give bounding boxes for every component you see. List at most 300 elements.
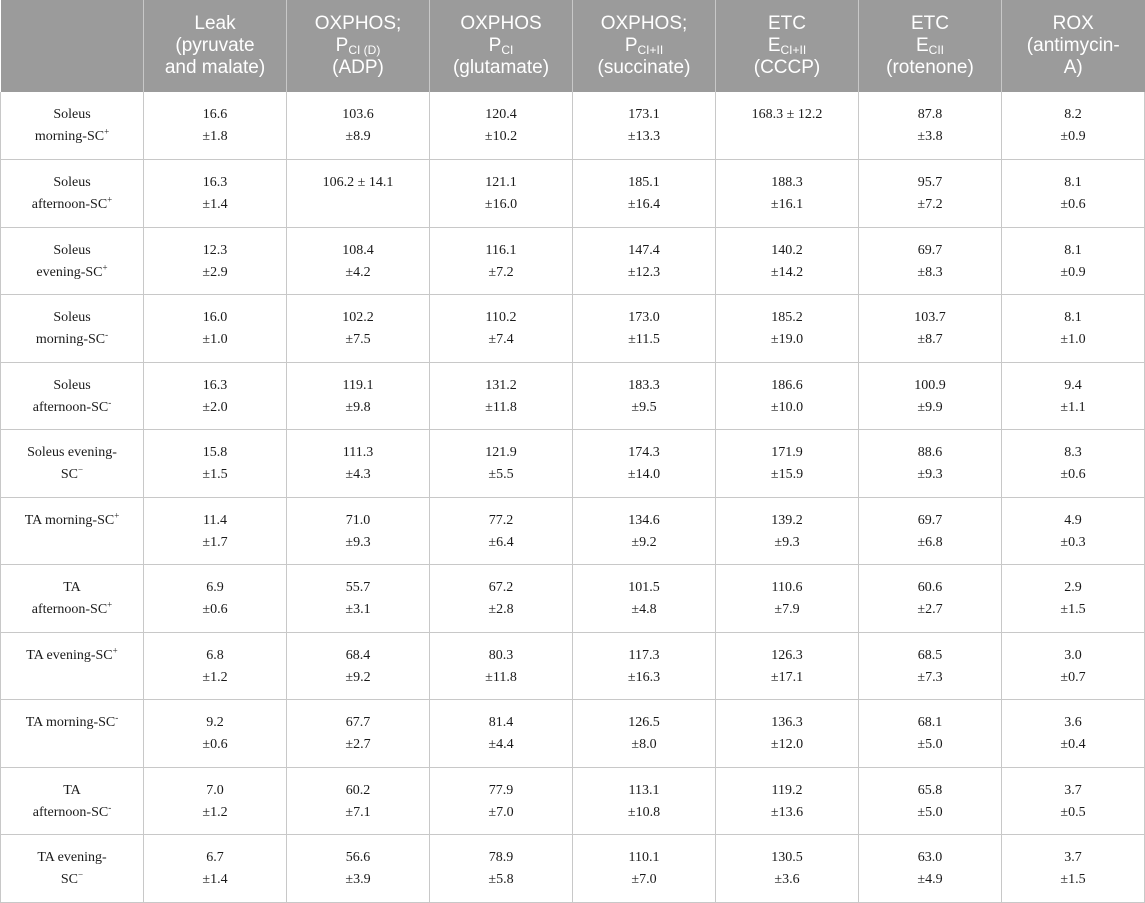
cell-value: 87.8 bbox=[917, 107, 943, 122]
cell-value: 121.9 bbox=[485, 445, 517, 460]
row-label-line bbox=[5, 194, 139, 216]
table-cell bbox=[573, 632, 716, 700]
cell-error: ±1.1 bbox=[1060, 399, 1086, 415]
table-cell bbox=[287, 700, 430, 768]
column-header bbox=[144, 0, 287, 92]
column-header bbox=[287, 0, 430, 92]
column-header-text: OXPHOS; bbox=[600, 13, 688, 34]
cell-value: 186.6 bbox=[771, 377, 803, 393]
row-label-line bbox=[5, 847, 139, 869]
cell-value: 4.9 bbox=[1064, 512, 1082, 528]
table-row bbox=[1, 565, 1145, 633]
cell-value: 103.6 bbox=[342, 107, 374, 122]
table-cell bbox=[716, 430, 859, 498]
cell-error: ±6.4 bbox=[488, 534, 514, 550]
column-header-text: (CCCP) bbox=[753, 57, 821, 78]
table-cell bbox=[430, 565, 573, 633]
column-header-line bbox=[720, 13, 854, 35]
column-header-text: P bbox=[488, 35, 502, 56]
column-header-line bbox=[1006, 57, 1141, 79]
table-cell bbox=[287, 430, 430, 498]
cell-error: ±5.0 bbox=[917, 737, 943, 752]
cell-error: ±7.1 bbox=[345, 804, 371, 820]
row-label-line bbox=[5, 645, 139, 667]
row-label bbox=[1, 700, 144, 768]
table-cell bbox=[859, 92, 1002, 160]
cell-error: ±1.5 bbox=[1060, 602, 1086, 617]
cell-error: ±9.2 bbox=[631, 534, 657, 550]
row-label bbox=[1, 227, 144, 295]
row-label-line bbox=[5, 240, 139, 262]
table-row bbox=[1, 497, 1145, 565]
row-label-text: afternoon-SC bbox=[31, 602, 108, 617]
cell-error: ±7.0 bbox=[488, 804, 514, 820]
cell-error: ±12.3 bbox=[627, 264, 661, 280]
column-header-line bbox=[434, 13, 568, 35]
table-cell bbox=[287, 767, 430, 835]
row-label-superscript: + bbox=[102, 261, 108, 272]
row-label-superscript: + bbox=[114, 509, 120, 520]
cell-error: ±11.8 bbox=[485, 669, 517, 685]
column-header-text: E bbox=[767, 35, 781, 56]
cell-error: ±0.3 bbox=[1060, 534, 1086, 550]
cell-error: ±13.6 bbox=[770, 804, 804, 820]
row-label bbox=[1, 497, 144, 565]
cell-error: ±2.7 bbox=[345, 737, 371, 752]
row-label-superscript: + bbox=[104, 126, 110, 137]
column-header-line bbox=[291, 57, 425, 79]
cell-error: ±6.8 bbox=[917, 534, 943, 550]
cell-error: ±0.4 bbox=[1060, 737, 1086, 752]
table-row bbox=[1, 362, 1145, 430]
table-cell bbox=[716, 227, 859, 295]
cell-value: 6.8 bbox=[206, 647, 224, 663]
row-label bbox=[1, 92, 144, 160]
table-cell bbox=[144, 835, 287, 903]
cell-error: ±1.2 bbox=[202, 804, 228, 820]
column-header-text: Leak bbox=[194, 13, 236, 34]
table-row bbox=[1, 700, 1145, 768]
table-body bbox=[1, 92, 1145, 902]
row-label-text: TA evening- bbox=[37, 850, 107, 865]
table-cell bbox=[144, 767, 287, 835]
cell-error: ±7.5 bbox=[345, 332, 371, 347]
cell-value: 111.3 bbox=[342, 445, 374, 460]
table-cell bbox=[287, 295, 430, 363]
cell-value: 8.3 bbox=[1064, 445, 1082, 460]
table-cell bbox=[1002, 632, 1145, 700]
table-cell bbox=[287, 497, 430, 565]
column-header-line bbox=[720, 35, 854, 57]
table-cell bbox=[573, 92, 716, 160]
row-label-line bbox=[5, 464, 139, 486]
cell-value: 69.7 bbox=[917, 242, 943, 258]
table-cell bbox=[859, 362, 1002, 430]
table-cell bbox=[144, 700, 287, 768]
corner-cell bbox=[1, 0, 144, 92]
cell-error: ±1.4 bbox=[202, 872, 228, 887]
cell-value: 188.3 bbox=[771, 175, 803, 190]
row-label-line bbox=[5, 869, 139, 891]
cell-error: ±5.8 bbox=[488, 872, 514, 887]
cell-error: ±9.3 bbox=[345, 534, 371, 550]
header-row bbox=[1, 0, 1145, 92]
table-cell bbox=[430, 767, 573, 835]
cell-value: 8.1 bbox=[1064, 242, 1082, 258]
column-header-text: P bbox=[335, 35, 349, 56]
cell-error: ±2.0 bbox=[202, 399, 228, 415]
cell-error: ±7.4 bbox=[488, 332, 514, 347]
cell-error: ±8.3 bbox=[917, 264, 943, 280]
cell-value: 121.1 bbox=[485, 175, 517, 190]
table-cell bbox=[1002, 700, 1145, 768]
cell-value: 116.1 bbox=[485, 242, 517, 258]
table-row bbox=[1, 295, 1145, 363]
row-label-line bbox=[5, 712, 139, 734]
column-header-subscript: CI+II bbox=[637, 43, 664, 57]
cell-value: 80.3 bbox=[488, 647, 514, 663]
cell-value: 147.4 bbox=[628, 242, 660, 258]
row-label-text: TA bbox=[63, 782, 81, 798]
cell-value: 110.2 bbox=[485, 310, 517, 325]
row-label-line bbox=[5, 307, 139, 329]
cell-value: 113.1 bbox=[628, 782, 660, 798]
row-label bbox=[1, 835, 144, 903]
row-label-text: TA evening-SC bbox=[26, 647, 113, 663]
table-header bbox=[1, 0, 1145, 92]
cell-value: 108.4 bbox=[342, 242, 374, 258]
cell-value: 16.3 bbox=[202, 377, 228, 393]
column-header-text: E bbox=[915, 35, 929, 56]
cell-error: ±9.2 bbox=[345, 669, 371, 685]
table-cell bbox=[1002, 227, 1145, 295]
table-cell bbox=[430, 632, 573, 700]
column-header-subscript: CI+II bbox=[780, 43, 807, 57]
cell-value: 3.6 bbox=[1064, 715, 1082, 730]
column-header bbox=[1002, 0, 1145, 92]
column-header-text: (antimycin- bbox=[1026, 35, 1120, 56]
table-cell bbox=[859, 497, 1002, 565]
table-cell bbox=[859, 632, 1002, 700]
cell-error: ±1.0 bbox=[1060, 332, 1086, 347]
column-header-text: and malate) bbox=[164, 57, 266, 78]
column-header-line bbox=[148, 57, 282, 79]
table-cell bbox=[287, 835, 430, 903]
column-header-line bbox=[863, 35, 997, 57]
column-header bbox=[430, 0, 573, 92]
table-cell bbox=[573, 835, 716, 903]
cell-value: 16.0 bbox=[202, 310, 228, 325]
cell-error: ±1.5 bbox=[202, 467, 228, 482]
cell-value: 68.1 bbox=[917, 715, 943, 730]
table-cell bbox=[716, 92, 859, 160]
row-label-text: TA morning-SC bbox=[24, 512, 115, 528]
cell-value: 131.2 bbox=[485, 377, 517, 393]
cell-value: 185.2 bbox=[771, 310, 803, 325]
column-header-line bbox=[148, 35, 282, 57]
table-cell bbox=[859, 227, 1002, 295]
column-header-line bbox=[434, 57, 568, 79]
cell-value: 15.8 bbox=[202, 445, 228, 460]
cell-error: ±13.3 bbox=[627, 129, 661, 144]
column-header-line bbox=[1006, 35, 1141, 57]
cell-value: 65.8 bbox=[917, 782, 943, 798]
row-label-text: afternoon-SC bbox=[32, 804, 109, 820]
column-header bbox=[859, 0, 1002, 92]
cell-error: ±7.2 bbox=[917, 197, 943, 212]
cell-error: ±9.5 bbox=[631, 399, 657, 415]
table-cell bbox=[859, 430, 1002, 498]
row-label bbox=[1, 160, 144, 228]
cell-error: ±1.5 bbox=[1060, 872, 1086, 887]
row-label-text: afternoon-SC bbox=[32, 399, 109, 415]
column-header-line bbox=[577, 57, 711, 79]
table-cell bbox=[573, 227, 716, 295]
cell-value: 103.7 bbox=[914, 310, 946, 325]
cell-error: ±10.0 bbox=[770, 399, 804, 415]
cell-value: 56.6 bbox=[345, 850, 371, 865]
row-label-line bbox=[5, 397, 139, 419]
cell-value: 173.0 bbox=[628, 310, 660, 325]
cell-value: 185.1 bbox=[628, 175, 660, 190]
cell-error: ±5.5 bbox=[488, 467, 514, 482]
table-cell bbox=[430, 700, 573, 768]
table-cell bbox=[573, 700, 716, 768]
table-cell bbox=[716, 362, 859, 430]
table-row bbox=[1, 160, 1145, 228]
cell-value: 67.7 bbox=[345, 715, 371, 730]
cell-value: 60.2 bbox=[345, 782, 371, 798]
cell-error: ±12.0 bbox=[770, 737, 804, 752]
row-label-superscript: − bbox=[78, 869, 84, 880]
table-cell bbox=[430, 227, 573, 295]
table-cell bbox=[430, 92, 573, 160]
cell-value: 136.3 bbox=[771, 715, 803, 730]
table-row bbox=[1, 767, 1145, 835]
cell-value: 88.6 bbox=[917, 445, 943, 460]
table-cell bbox=[1002, 767, 1145, 835]
table-cell bbox=[144, 565, 287, 633]
column-header bbox=[716, 0, 859, 92]
cell-error: ±8.0 bbox=[631, 737, 657, 752]
table-cell bbox=[1002, 295, 1145, 363]
cell-error: ±10.8 bbox=[627, 804, 661, 820]
row-label-superscript: − bbox=[78, 464, 84, 475]
cell-value: 95.7 bbox=[917, 175, 943, 190]
column-header-line bbox=[577, 35, 711, 57]
row-label-text: SC bbox=[60, 467, 79, 482]
cell-error: ±4.4 bbox=[488, 737, 514, 752]
cell-error: ±2.8 bbox=[488, 602, 514, 617]
column-header-line bbox=[434, 35, 568, 57]
column-header-text: ETC bbox=[768, 13, 806, 34]
row-label bbox=[1, 632, 144, 700]
table-cell bbox=[287, 565, 430, 633]
cell-value: 11.4 bbox=[203, 512, 227, 528]
cell-error: ±16.3 bbox=[627, 669, 661, 685]
cell-error: ±0.9 bbox=[1060, 129, 1086, 144]
cell-value: 171.9 bbox=[771, 445, 803, 460]
column-header-line bbox=[1006, 13, 1141, 35]
table-cell bbox=[287, 160, 430, 228]
row-label-text: evening-SC bbox=[36, 264, 103, 280]
table-cell bbox=[430, 295, 573, 363]
cell-error: ±4.9 bbox=[917, 872, 943, 887]
column-header-text: (glutamate) bbox=[452, 57, 550, 78]
table-cell bbox=[430, 430, 573, 498]
cell-value: 69.7 bbox=[917, 512, 943, 528]
cell-error: ±2.7 bbox=[917, 602, 943, 617]
column-header-text: ETC bbox=[911, 13, 949, 34]
column-header-text: (succinate) bbox=[597, 57, 691, 78]
cell-value: 67.2 bbox=[488, 580, 514, 595]
column-header-line bbox=[577, 13, 711, 35]
row-label-line bbox=[5, 599, 139, 621]
cell-value: 3.7 bbox=[1064, 782, 1082, 798]
table-cell bbox=[430, 160, 573, 228]
row-label-superscript: + bbox=[112, 644, 118, 655]
cell-error: ±14.2 bbox=[770, 264, 804, 280]
table-cell bbox=[287, 227, 430, 295]
cell-error: ±10.2 bbox=[484, 129, 518, 144]
table-cell bbox=[144, 632, 287, 700]
cell-error: ±7.2 bbox=[488, 264, 514, 280]
table-row bbox=[1, 430, 1145, 498]
cell-value: 3.0 bbox=[1064, 647, 1082, 663]
table-cell bbox=[859, 565, 1002, 633]
row-label-line bbox=[5, 780, 139, 802]
cell-value: 2.9 bbox=[1064, 580, 1082, 595]
column-header-text: (rotenone) bbox=[886, 57, 974, 78]
column-header-line bbox=[291, 35, 425, 57]
table-cell bbox=[573, 430, 716, 498]
cell-error: ±9.3 bbox=[774, 534, 800, 550]
cell-value: 71.0 bbox=[345, 512, 371, 528]
column-header-line bbox=[863, 57, 997, 79]
cell-error: ±11.8 bbox=[485, 399, 517, 415]
cell-error: ±16.0 bbox=[484, 197, 518, 212]
table-row bbox=[1, 92, 1145, 160]
row-label-text: morning-SC bbox=[35, 332, 106, 347]
row-label-text: morning-SC bbox=[34, 129, 105, 144]
row-label-text: Soleus bbox=[53, 107, 91, 122]
cell-value: 63.0 bbox=[917, 850, 943, 865]
cell-value: 77.2 bbox=[488, 512, 514, 528]
table-row bbox=[1, 835, 1145, 903]
cell-error: ±1.7 bbox=[202, 534, 228, 550]
table-cell bbox=[1002, 362, 1145, 430]
table-cell bbox=[144, 295, 287, 363]
cell-error: ±5.0 bbox=[917, 804, 943, 820]
cell-error: ±7.9 bbox=[774, 602, 800, 617]
column-header-line bbox=[863, 13, 997, 35]
table-cell bbox=[430, 362, 573, 430]
table-cell bbox=[716, 767, 859, 835]
column-header-line bbox=[148, 13, 282, 35]
table-cell bbox=[716, 835, 859, 903]
table-cell bbox=[716, 565, 859, 633]
cell-value: 9.4 bbox=[1064, 377, 1082, 393]
cell-value: 60.6 bbox=[917, 580, 943, 595]
cell-value: 174.3 bbox=[628, 445, 660, 460]
row-label-text: Soleus bbox=[53, 175, 91, 190]
row-label-line bbox=[5, 442, 139, 464]
row-label-text: Soleus bbox=[53, 242, 91, 258]
cell-value: 9.2 bbox=[206, 715, 224, 730]
cell-error: ±3.6 bbox=[774, 872, 800, 887]
row-label-line bbox=[5, 104, 139, 126]
table-cell bbox=[287, 632, 430, 700]
table-cell bbox=[716, 700, 859, 768]
table-cell bbox=[573, 565, 716, 633]
cell-error: ±3.9 bbox=[345, 872, 371, 887]
cell-error: ±7.3 bbox=[917, 669, 943, 685]
column-header-line bbox=[720, 57, 854, 79]
cell-error: ±0.6 bbox=[202, 737, 228, 752]
table-cell bbox=[430, 835, 573, 903]
table-cell bbox=[859, 700, 1002, 768]
row-label-line bbox=[5, 577, 139, 599]
cell-value: 8.1 bbox=[1064, 310, 1082, 325]
table-cell bbox=[287, 92, 430, 160]
table-cell bbox=[716, 295, 859, 363]
row-label-line bbox=[5, 172, 139, 194]
column-header-subscript: CI (D) bbox=[348, 43, 381, 57]
cell-error: ±4.8 bbox=[631, 602, 657, 617]
cell-error: ±19.0 bbox=[770, 332, 804, 347]
row-label-text: SC bbox=[60, 872, 79, 887]
row-label-text: TA bbox=[63, 580, 81, 595]
cell-error: ±14.0 bbox=[627, 467, 661, 482]
row-label-superscript: - bbox=[108, 801, 112, 812]
cell-error: ±0.5 bbox=[1060, 804, 1086, 820]
cell-error: ±8.7 bbox=[917, 332, 943, 347]
table-cell bbox=[144, 430, 287, 498]
row-label-superscript: - bbox=[105, 329, 109, 340]
table-row bbox=[1, 632, 1145, 700]
row-label bbox=[1, 362, 144, 430]
cell-value: 8.2 bbox=[1064, 107, 1082, 122]
table-cell bbox=[573, 362, 716, 430]
cell-value: 16.6 bbox=[202, 107, 228, 122]
column-header-text: ROX bbox=[1052, 13, 1094, 34]
cell-value: 8.1 bbox=[1064, 175, 1082, 190]
table-cell bbox=[859, 295, 1002, 363]
cell-value: 120.4 bbox=[485, 107, 517, 122]
cell-error: ±0.7 bbox=[1060, 669, 1086, 685]
row-label-superscript: - bbox=[115, 712, 119, 723]
table-cell bbox=[1002, 160, 1145, 228]
cell-error: ±9.8 bbox=[345, 399, 371, 415]
cell-value: 140.2 bbox=[771, 242, 803, 258]
table-cell bbox=[287, 362, 430, 430]
table-cell bbox=[573, 295, 716, 363]
table-cell bbox=[1002, 430, 1145, 498]
column-header-subscript: CI bbox=[501, 43, 514, 57]
table-cell bbox=[144, 227, 287, 295]
cell-error: ±3.1 bbox=[345, 602, 371, 617]
cell-value: 117.3 bbox=[628, 647, 660, 663]
cell-value: 119.2 bbox=[771, 782, 803, 798]
column-header bbox=[573, 0, 716, 92]
column-header-line bbox=[291, 13, 425, 35]
cell-value: 16.3 bbox=[202, 175, 228, 190]
row-label-line bbox=[5, 375, 139, 397]
cell-error: ±9.9 bbox=[917, 399, 943, 415]
row-label bbox=[1, 767, 144, 835]
cell-value: 55.7 bbox=[345, 580, 371, 595]
row-label-superscript: - bbox=[108, 396, 112, 407]
